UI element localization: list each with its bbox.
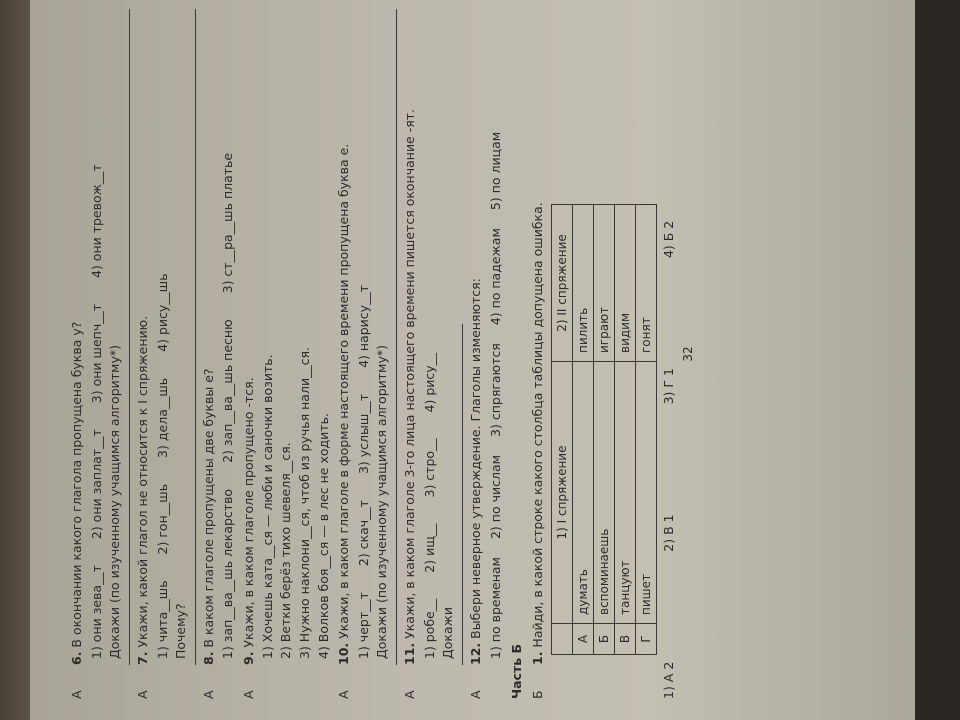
cell-col-1: пишет [636,362,657,624]
question-text: Найди, в какой строке какого столбца таблицы допущена ошибка. [529,202,545,648]
question-number: 11. [402,642,417,665]
option-3: 3) ст__ра__шь платье [220,152,236,294]
option-2: 2) скач__т [355,500,371,567]
row-letter: Г [636,624,657,655]
cell-col-1: танцуют [615,362,636,624]
option-3: 3) стро__ [421,438,437,498]
option-3: 3) Г 1 [661,368,677,405]
question-10 [336,9,397,699]
question-number: 6. [69,651,84,665]
option-1: 1) робе__ [421,598,437,659]
question-text: Укажи, в каком глаголе в форме настоящего времени пропущена буква е. [336,143,352,639]
header-col-2: 2) II спряжение [552,205,573,362]
option-1: 1) черт__т [355,592,371,659]
table-row [594,205,615,655]
paper-sheet [30,0,915,720]
option-2: 2) зап__ва__шь песню [220,319,236,463]
row-letter: Б [594,624,615,655]
option-1: 1) чита__шь [154,580,170,659]
header-col-1: 1) I спряжение [552,362,573,624]
question-text: Выбери неверное утверждение. Глаголы изменяются: [467,278,483,639]
option-4: 4) нарису__т [355,285,371,368]
why-prompt [173,9,189,665]
option-1: 1) они зева__т [88,565,104,659]
option-4: 4) рису__шь [154,273,170,352]
option-4: 4) по падежам [487,228,503,326]
level-label: А [69,690,84,699]
option-2: 2) по числам [487,454,503,540]
sentence-1: 1) Хочешь ката__ся — люби и саночки возить. [259,354,275,659]
level-label: А [200,690,216,699]
option-3: 3) дела__шь [154,377,170,458]
answer-line [396,9,397,665]
sentence-4: 4) Волков боя__ся — в лес не ходить. [315,413,331,659]
option-2: 2) ищ__ [421,523,437,573]
option-3: 3) они шепч__т [88,304,104,404]
level-label: А [134,690,150,699]
option-2: 2) В 1 [661,514,677,552]
option-1: 1) зап__ва__шь лекарство [220,488,236,659]
option-3: 3) спрягаются [487,343,503,437]
option-4: 4) Б 2 [661,220,677,259]
question-number: 12. [467,642,483,665]
why-label: Почему? [173,603,189,659]
question-12 [468,9,503,699]
option-2: 2) они заплат__т [88,429,104,540]
question-b1 [530,9,677,699]
question-11 [402,9,463,699]
proof-prompt: Докажи (по изученному учащимся алгоритму*) [374,345,390,659]
level-label: Б [529,690,545,699]
cell-col-2: пилить [573,205,594,362]
row-letter: В [615,624,636,655]
table-row [615,205,636,655]
question-number: 7. [134,651,150,665]
page-number: 32 [681,346,695,362]
question-text: Укажи, в каком глаголе 3-го лица настоящего времени пишется окончание -ят. [402,108,417,639]
level-label: А [336,690,352,699]
question-number: 8. [200,651,216,665]
answer-line [195,9,196,665]
cell-col-1: вспоминаешь [594,362,615,624]
question-number: 1. [529,651,545,665]
level-label: А [402,690,417,699]
level-label: А [467,690,483,699]
row-letter: А [573,624,594,655]
cell-col-2: играют [594,205,615,362]
cell-col-2: видим [615,205,636,362]
question-number: 9. [241,651,256,665]
question-text: В окончании какого глагола пропущена буква у? [69,321,84,648]
sentence-2: 2) Ветки берёз тихо шевеля__ся. [278,442,294,659]
question-number: 10. [336,642,352,665]
cell-col-1: думать [573,362,594,624]
option-2: 2) гон__шь [154,483,170,555]
level-label: А [241,690,256,699]
question-6 [69,9,130,699]
table-row [636,205,657,655]
question-text: Укажи, в каком глаголе пропущено -тся. [241,377,256,648]
option-1: 1) А 2 [661,661,677,699]
option-5: 5) по лицам [487,131,503,211]
question-7 [135,9,196,699]
question-9 [241,9,331,699]
conjugation-table [551,204,657,655]
table-corner [552,624,573,655]
question-text: Укажи, какой глагол не относится к I спряжению. [134,315,150,648]
proof-prompt: Докажи (по изученному учащимся алгоритму*) [107,345,123,659]
answer-line [462,324,463,665]
question-8 [201,9,236,699]
option-4: 4) они тревож__т [88,164,104,278]
table-row [573,205,594,655]
answer-line [129,9,130,665]
cell-col-2: гонят [636,205,657,362]
part-b-title: Часть Б [509,644,525,699]
table-header [552,205,573,655]
option-3: 3) услыш__т [355,393,371,475]
option-4: 4) рису__ [421,352,437,413]
option-1: 1) по временам [487,557,503,659]
sentence-3: 3) Нужно наклони__ся, чтоб из ручья нали__ся. [296,347,312,659]
worksheet-page [64,9,944,699]
proof-prompt: Докажи [440,606,456,659]
question-text: В каком глаголе пропущены две буквы е? [200,368,216,648]
